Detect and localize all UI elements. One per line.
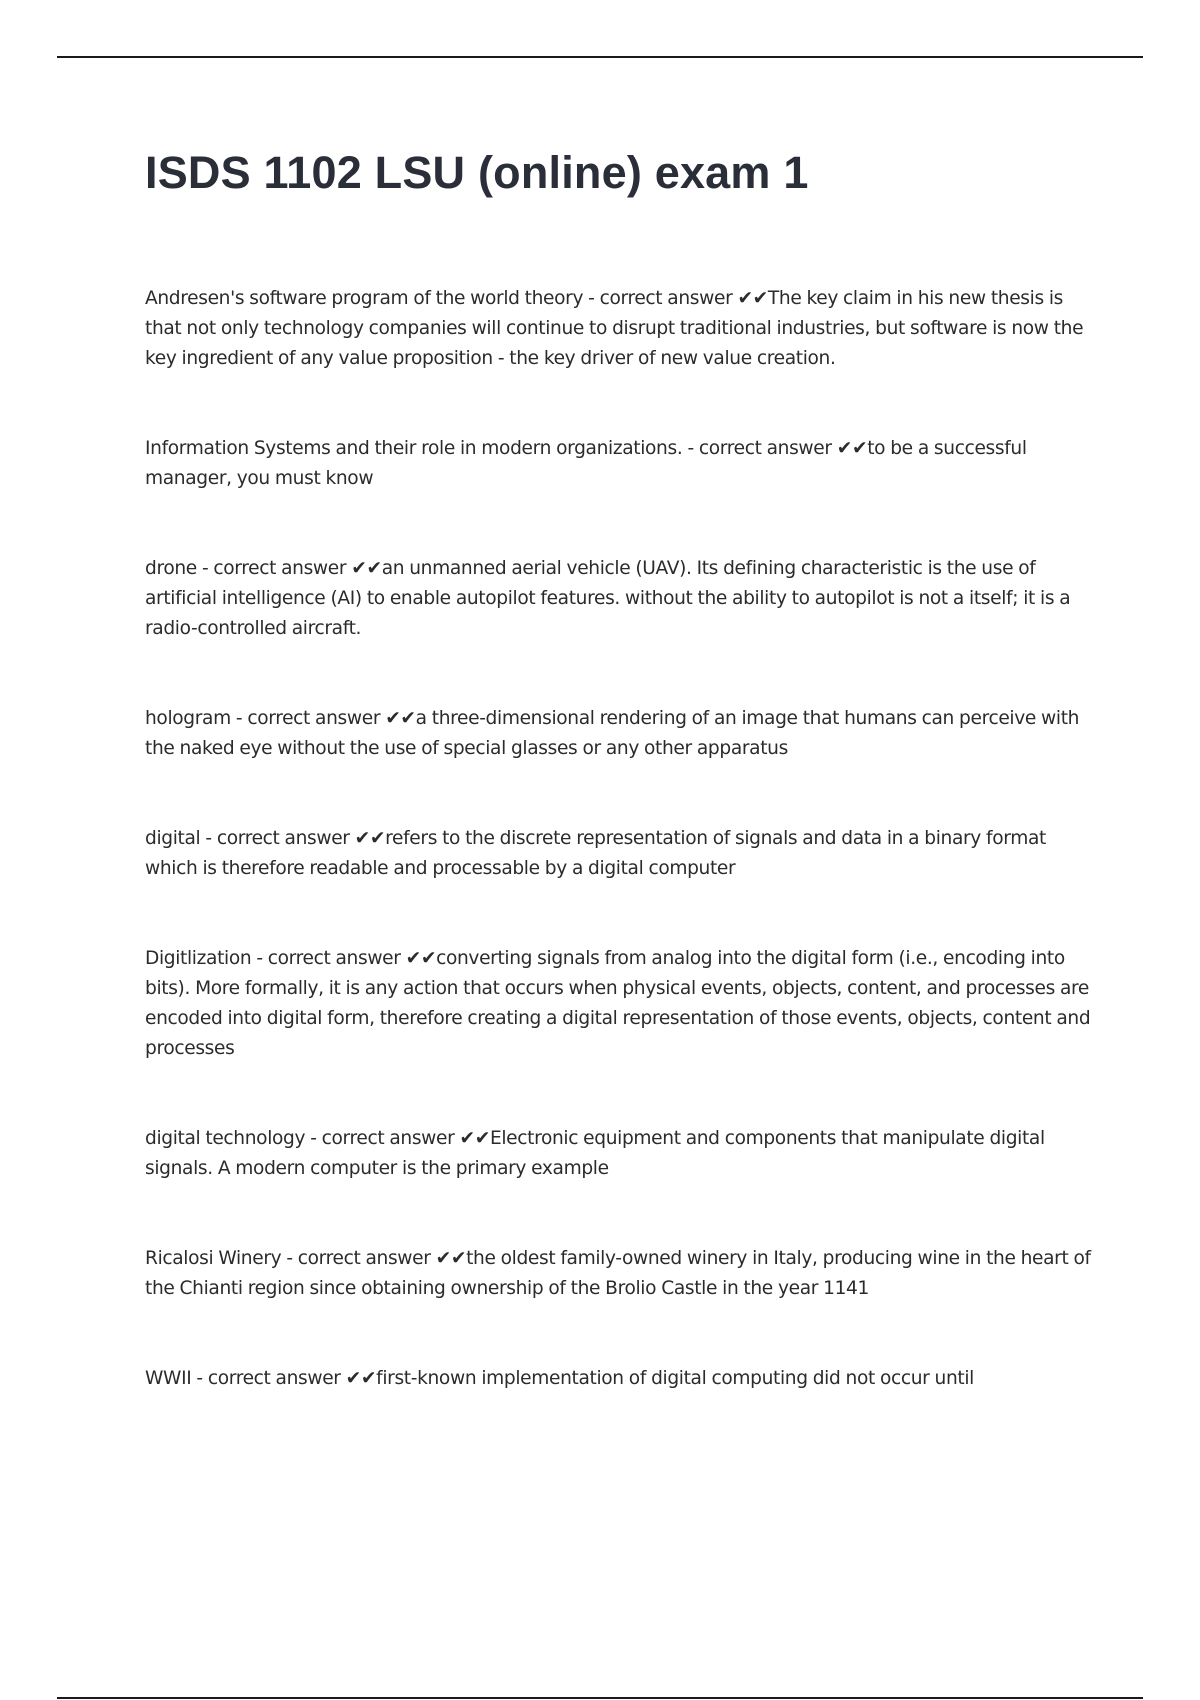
- check-marks-icon: ✔✔: [836, 438, 868, 459]
- check-marks-icon: ✔✔: [385, 708, 416, 729]
- entry-digital-technology: [145, 1124, 1095, 1184]
- bottom-rule: [57, 1697, 1143, 1699]
- check-marks-icon: ✔✔: [354, 828, 386, 849]
- entry-term: digital: [145, 828, 201, 849]
- entry-answer: the oldest family-owned winery in Italy, producing wine in the heart of the Chianti region since obtaining ownership of the Brolio Castle in the year 1141: [145, 1248, 1091, 1299]
- entry-term: hologram: [145, 708, 231, 729]
- check-marks-icon: ✔✔: [351, 558, 382, 579]
- entry-term: digital technology: [145, 1128, 306, 1149]
- entry-separator: -: [230, 708, 248, 729]
- entry-separator: -: [583, 288, 600, 309]
- top-rule: [57, 56, 1143, 58]
- correct-answer-label: correct answer: [207, 1368, 346, 1389]
- entry-andresen: [145, 284, 1095, 374]
- entry-separator: -: [281, 1248, 298, 1269]
- entry-separator: -: [200, 828, 217, 849]
- entry-answer: to be a successful manager, you must know: [145, 438, 1027, 489]
- entry-separator: -: [196, 558, 214, 579]
- check-marks-icon: ✔✔: [345, 1368, 377, 1389]
- correct-answer-label: correct answer: [213, 558, 352, 579]
- entry-digitlization: [145, 944, 1095, 1064]
- document-page: [145, 140, 1095, 1454]
- entry-term: WWII: [145, 1368, 192, 1389]
- entry-information-systems: [145, 434, 1095, 494]
- entry-answer: a three-dimensional rendering of an image that humans can perceive with the naked eye without the use of special glasses or any other apparatus: [145, 708, 1080, 759]
- correct-answer-label: correct answer: [297, 1248, 436, 1269]
- check-marks-icon: ✔✔: [459, 1128, 490, 1149]
- entries-list: [145, 284, 1095, 1394]
- check-marks-icon: ✔✔: [405, 948, 437, 969]
- document-title: ISDS 1102 LSU (online) exam 1: [145, 147, 809, 198]
- entry-separator: -: [251, 948, 268, 969]
- entry-drone: [145, 554, 1095, 644]
- entry-hologram: [145, 704, 1095, 764]
- entry-answer: Electronic equipment and components that manipulate digital signals. A modern computer is the primary example: [145, 1128, 1045, 1179]
- check-marks-icon: ✔✔: [435, 1248, 467, 1269]
- correct-answer-label: correct answer: [698, 438, 837, 459]
- entry-answer: an unmanned aerial vehicle (UAV). Its defining characteristic is the use of artificial intelligence (AI) to enable autopilot features. without the ability to autopilot is not a itself; it is a radio-controlled aircraft.: [145, 558, 1071, 639]
- entry-term: Andresen's software program of the world theory: [145, 288, 584, 309]
- check-marks-icon: ✔✔: [737, 288, 768, 309]
- correct-answer-label: correct answer: [247, 708, 386, 729]
- entry-term: Ricalosi Winery: [145, 1248, 282, 1269]
- correct-answer-label: correct answer: [599, 288, 738, 309]
- correct-answer-label: correct answer: [216, 828, 355, 849]
- correct-answer-label: correct answer: [321, 1128, 460, 1149]
- entry-answer: first-known implementation of digital computing did not occur until: [376, 1368, 974, 1389]
- entry-digital: [145, 824, 1095, 884]
- entry-wwii: [145, 1364, 1095, 1394]
- entry-answer: converting signals from analog into the digital form (i.e., encoding into bits). More formally, it is any action that occurs when physical events, objects, content, and processes are encoded into digital form, therefore creating a digital representation of those events, objects, content and processes: [145, 948, 1091, 1059]
- entry-separator: -: [305, 1128, 322, 1149]
- entry-term: Information Systems and their role in modern organizations.: [145, 438, 683, 459]
- entry-separator: -: [682, 438, 699, 459]
- entry-ricalosi-winery: [145, 1244, 1095, 1304]
- entry-answer: refers to the discrete representation of signals and data in a binary format which is therefore readable and processable by a digital computer: [145, 828, 1046, 879]
- entry-term: Digitlization: [145, 948, 252, 969]
- correct-answer-label: correct answer: [267, 948, 406, 969]
- entry-separator: -: [191, 1368, 208, 1389]
- entry-answer: The key claim in his new thesis is that not only technology companies will continue to disrupt traditional industries, but software is now the key ingredient of any value proposition - the key driver of new value creation.: [145, 288, 1084, 369]
- entry-term: drone: [145, 558, 197, 579]
